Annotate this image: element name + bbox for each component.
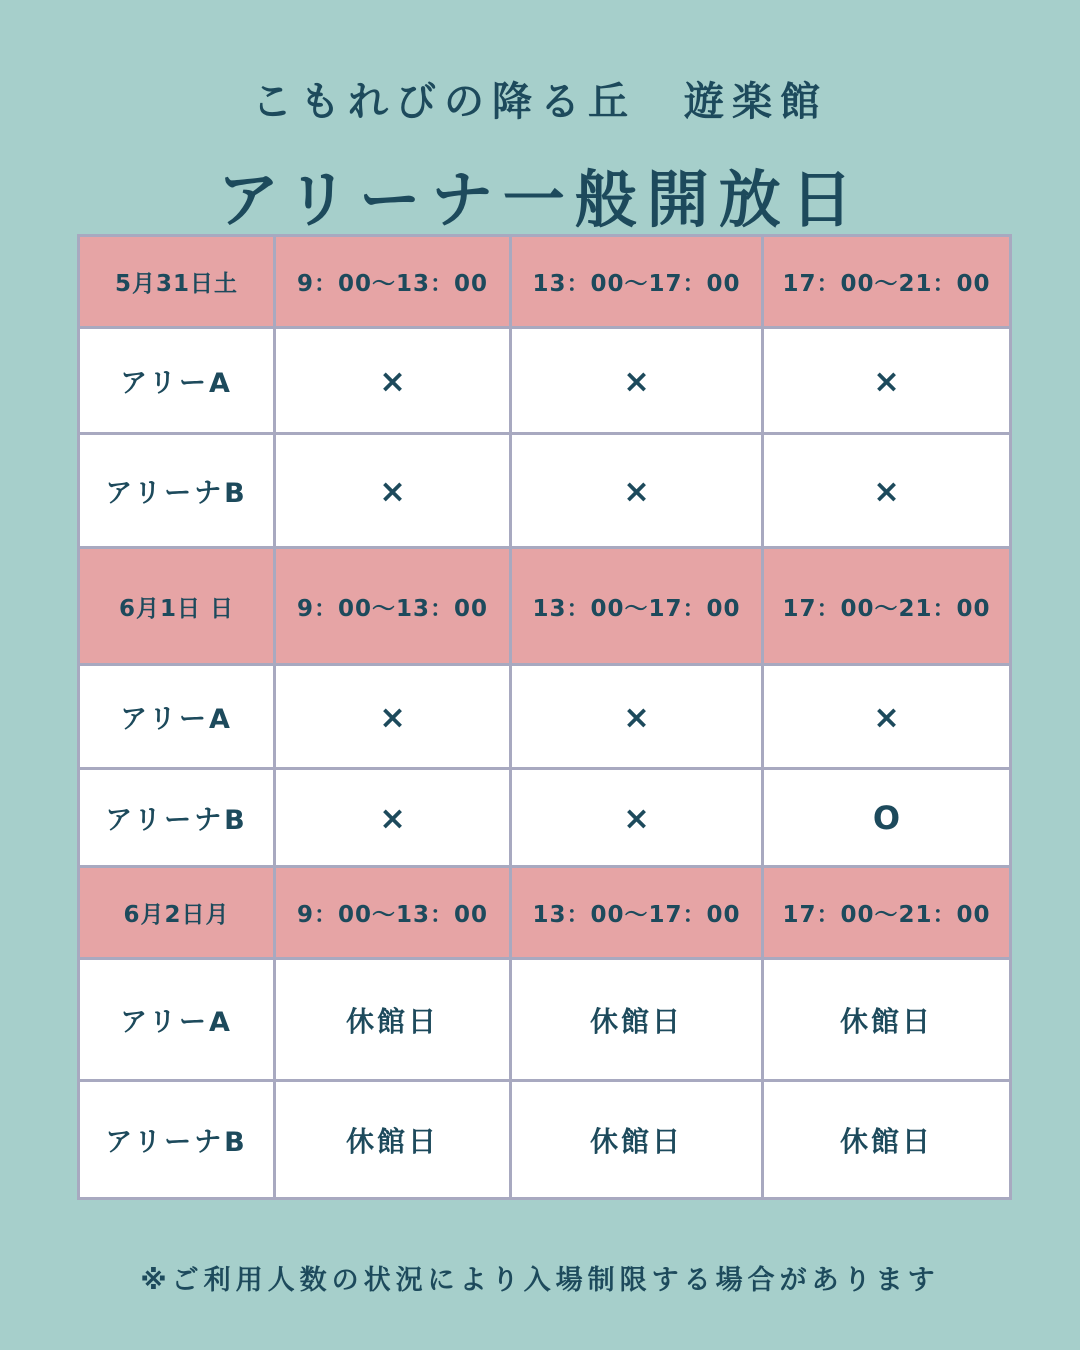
schedule-table <box>77 234 1012 1200</box>
availability-cell: × <box>275 328 511 434</box>
closed-day-cell: 休館日 <box>275 959 511 1081</box>
date-header-row <box>79 236 1011 328</box>
arena-name-cell: アリーナB <box>79 769 275 867</box>
closed-day-cell: 休館日 <box>511 1081 763 1199</box>
table-row <box>79 959 1011 1081</box>
time-slot-cell: 17：00～21：00 <box>763 867 1011 959</box>
time-slot-cell: 9：00～13：00 <box>275 548 511 665</box>
arena-name-cell: アリーナB <box>79 1081 275 1199</box>
closed-day-cell: 休館日 <box>763 1081 1011 1199</box>
time-slot-cell: 9：00～13：00 <box>275 236 511 328</box>
availability-cell: × <box>275 665 511 769</box>
closed-day-cell: 休館日 <box>763 959 1011 1081</box>
availability-cell: × <box>511 769 763 867</box>
availability-cell: × <box>275 769 511 867</box>
availability-cell: × <box>511 665 763 769</box>
table-row <box>79 665 1011 769</box>
availability-cell: × <box>511 328 763 434</box>
table-row <box>79 769 1011 867</box>
time-slot-cell: 17：00～21：00 <box>763 548 1011 665</box>
time-slot-cell: 13：00～17：00 <box>511 236 763 328</box>
date-header-row <box>79 548 1011 665</box>
date-header-row <box>79 867 1011 959</box>
availability-cell: × <box>763 665 1011 769</box>
availability-cell: × <box>511 434 763 548</box>
table-row <box>79 434 1011 548</box>
time-slot-cell: 9：00～13：00 <box>275 867 511 959</box>
date-cell: 6月2日月 <box>79 867 275 959</box>
arena-name-cell: アリーA <box>79 665 275 769</box>
date-cell: 5月31日土 <box>79 236 275 328</box>
closed-day-cell: 休館日 <box>511 959 763 1081</box>
table-row <box>79 328 1011 434</box>
arena-name-cell: アリーA <box>79 959 275 1081</box>
availability-cell: × <box>763 434 1011 548</box>
date-cell: 6月1日 日 <box>79 548 275 665</box>
time-slot-cell: 13：00～17：00 <box>511 867 763 959</box>
arena-name-cell: アリーナB <box>79 434 275 548</box>
venue-subtitle: こもれびの降る丘 遊楽館 <box>252 79 828 125</box>
footnote: ※ご利用人数の状況により入場制限する場合があります <box>140 1265 940 1296</box>
availability-cell: × <box>763 328 1011 434</box>
availability-cell: × <box>275 434 511 548</box>
arena-name-cell: アリーA <box>79 328 275 434</box>
time-slot-cell: 13：00～17：00 <box>511 548 763 665</box>
table-row <box>79 1081 1011 1199</box>
availability-cell: O <box>763 769 1011 867</box>
page-title: アリーナ一般開放日 <box>217 163 863 236</box>
time-slot-cell: 17：00～21：00 <box>763 236 1011 328</box>
closed-day-cell: 休館日 <box>275 1081 511 1199</box>
